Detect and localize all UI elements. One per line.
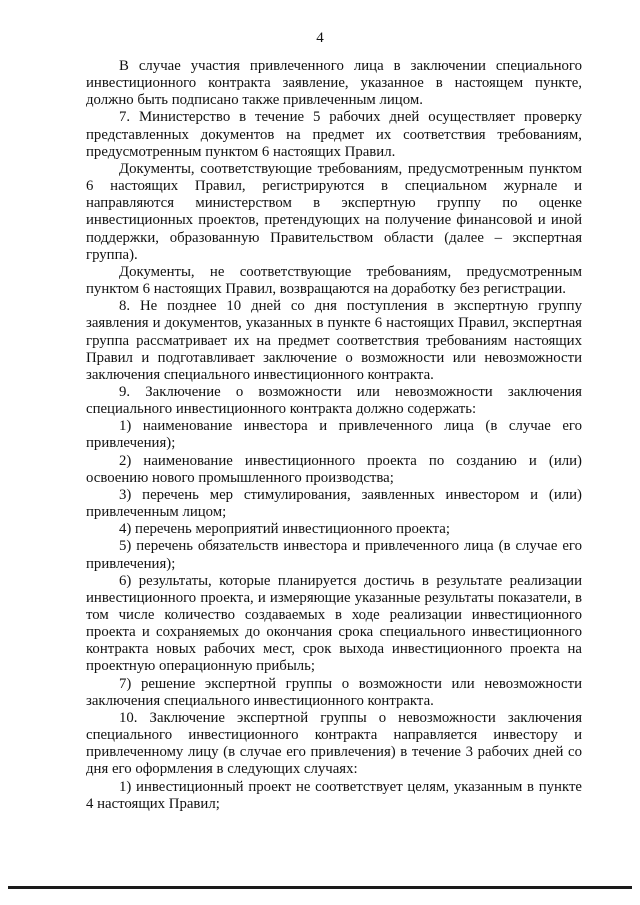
list-item-9-7: 7) решение экспертной группы о возможности или невозможности заключения специального инвестиционного контракта. <box>86 675 582 709</box>
paragraph-participation-clause: В случае участия привлеченного лица в заключении специального инвестиционного контракта заявление, указанное в настоящем пункте, должно быть подписано также привлеченным лицом. <box>86 58 582 109</box>
paragraph-10: 10. Заключение экспертной группы о невозможности заключения специального инвестиционного контракта направляется инвестору и привлеченному лицу (в случае его привлечения) в течение 3 рабочих дней со дня его оформления в следующих случаях: <box>86 709 582 778</box>
list-item-9-4: 4) перечень мероприятий инвестиционного проекта; <box>119 521 450 538</box>
document-body <box>86 58 582 813</box>
bottom-border-line <box>8 886 632 889</box>
paragraph-7: 7. Министерство в течение 5 рабочих дней осуществляет проверку представленных документов на предмет их соответствия требованиям, предусмотренным пунктом 6 настоящих Правил. <box>86 109 582 160</box>
list-item-10-1: 1) инвестиционный проект не соответствует целям, указанным в пункте 4 настоящих Правил; <box>86 778 582 812</box>
list-item-9-2: 2) наименование инвестиционного проекта по созданию и (или) освоению нового промышленного производства; <box>86 452 582 486</box>
paragraph-compliant-documents: Документы, соответствующие требованиям, предусмотренным пунктом 6 настоящих Правил, регистрируются в специальном журнале и направляются министерством в экспертную группу по оценке инвестиционных проектов, претендующих на получение финансовой и иной поддержки, образованную Правительством области (далее – экспертная группа). <box>86 160 582 263</box>
list-item-9-3: 3) перечень мер стимулирования, заявленных инвестором и (или) привлеченным лицом; <box>86 486 582 521</box>
list-item-9-5: 5) перечень обязательств инвестора и привлеченного лица (в случае его привлечения); <box>86 538 582 572</box>
list-item-9-6: 6) результаты, которые планируется достичь в результате реализации инвестиционного проекта, и измеряющие указанные результаты показатели, в том числе количество создаваемых в ходе реализации инвестиционного проекта и сохраняемых до окончания срока специального инвестиционного контракта новых рабочих мест, срок выхода инвестиционного проекта на проектную операционную прибыль; <box>86 572 582 675</box>
paragraph-8: 8. Не позднее 10 дней со дня поступления в экспертную группу заявления и документов, указанных в пункте 6 настоящих Правил, экспертная группа рассматривает их на предмет соответствия требованиям настоящих Правил и подготавливает заключение о возможности или невозможности заключения специального инвестиционного контракта. <box>86 298 582 383</box>
page-number: 4 <box>316 30 324 46</box>
list-item-9-1: 1) наименование инвестора и привлеченного лица (в случае его привлечения); <box>86 418 582 452</box>
paragraph-noncompliant-documents: Документы, не соответствующие требованиям, предусмотренным пунктом 6 настоящих Правил, возвращаются на доработку без регистрации. <box>86 263 582 298</box>
paragraph-9: 9. Заключение о возможности или невозможности заключения специального инвестиционного контракта должно содержать: <box>86 383 582 418</box>
